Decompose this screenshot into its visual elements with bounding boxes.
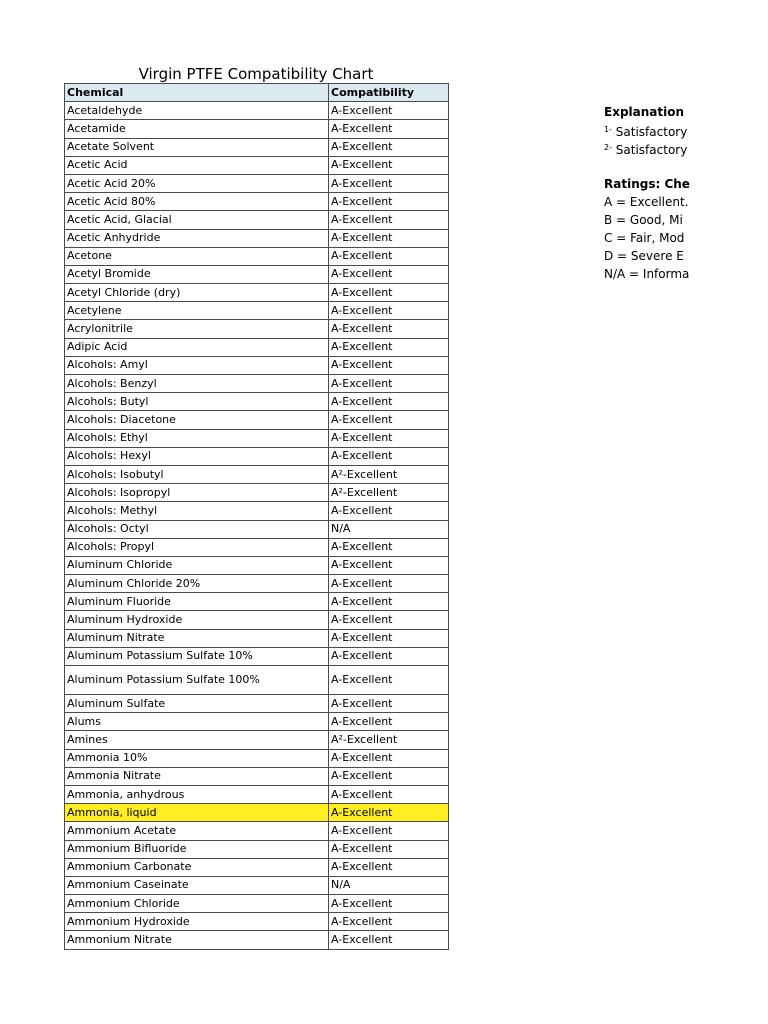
rating-cell: A-Excellent (329, 338, 449, 356)
table-row (65, 193, 449, 211)
table-row (65, 666, 449, 695)
chemical-cell: Alcohols: Amyl (65, 356, 329, 374)
table-row (65, 429, 449, 447)
table-row (65, 302, 449, 320)
rating-cell: A²-Excellent (329, 484, 449, 502)
table-row (65, 913, 449, 931)
table-row (65, 138, 449, 156)
chemical-cell: Ammonium Bifluoride (65, 840, 329, 858)
table-row (65, 538, 449, 556)
table-row (65, 804, 449, 822)
rating-cell: A-Excellent (329, 193, 449, 211)
chemical-cell: Alcohols: Isopropyl (65, 484, 329, 502)
table-row (65, 247, 449, 265)
table-row (65, 375, 449, 393)
compatibility-table (64, 83, 449, 950)
chemical-cell: Acetone (65, 247, 329, 265)
table-row (65, 484, 449, 502)
table-row (65, 593, 449, 611)
chemical-cell: Ammonia 10% (65, 749, 329, 767)
table-row (65, 840, 449, 858)
rating-cell: A-Excellent (329, 156, 449, 174)
chemical-cell: Acetic Acid 20% (65, 174, 329, 192)
chemical-cell: Alcohols: Isobutyl (65, 465, 329, 483)
chemical-cell: Acetaldehyde (65, 102, 329, 120)
rating-cell: A-Excellent (329, 138, 449, 156)
side-panel (604, 103, 768, 283)
rating-cell: A-Excellent (329, 647, 449, 665)
chemical-cell: Acetic Acid (65, 156, 329, 174)
chemical-cell: Alcohols: Octyl (65, 520, 329, 538)
chemical-cell: Alcohols: Benzyl (65, 375, 329, 393)
rating-cell: A-Excellent (329, 749, 449, 767)
table-row (65, 320, 449, 338)
chemical-cell: Ammonium Acetate (65, 822, 329, 840)
rating-cell: A-Excellent (329, 695, 449, 713)
table-row (65, 695, 449, 713)
header-compatibility: Compatibility (329, 84, 449, 102)
chemical-cell: Adipic Acid (65, 338, 329, 356)
rating-cell: A²-Excellent (329, 731, 449, 749)
chemical-cell: Acetyl Chloride (dry) (65, 284, 329, 302)
spacer (604, 157, 768, 175)
rating-cell: A-Excellent (329, 229, 449, 247)
rating-cell: A-Excellent (329, 265, 449, 283)
table-row (65, 858, 449, 876)
rating-na: N/A = Informa (604, 267, 690, 281)
rating-cell: A-Excellent (329, 502, 449, 520)
rating-cell: A-Excellent (329, 931, 449, 949)
rating-cell: A-Excellent (329, 174, 449, 192)
rating-cell: A-Excellent (329, 247, 449, 265)
chemical-cell: Ammonia, anhydrous (65, 785, 329, 803)
chemical-cell: Alcohols: Hexyl (65, 447, 329, 465)
table-row (65, 931, 449, 949)
rating-cell: A-Excellent (329, 284, 449, 302)
table-row (65, 629, 449, 647)
rating-cell: A-Excellent (329, 320, 449, 338)
chemical-cell: Alcohols: Diacetone (65, 411, 329, 429)
chemical-cell: Ammonium Nitrate (65, 931, 329, 949)
table-row (65, 120, 449, 138)
table-row (65, 876, 449, 894)
chemical-cell: Aluminum Chloride 20% (65, 575, 329, 593)
ratings-heading: Ratings: Che (604, 177, 690, 191)
chemical-cell: Acetamide (65, 120, 329, 138)
rating-cell: A-Excellent (329, 840, 449, 858)
rating-a: A = Excellent. (604, 195, 689, 209)
table-row (65, 156, 449, 174)
rating-cell: A-Excellent (329, 858, 449, 876)
chemical-cell: Acetic Acid 80% (65, 193, 329, 211)
table-row (65, 767, 449, 785)
rating-cell: A-Excellent (329, 593, 449, 611)
chemical-cell: Aluminum Sulfate (65, 695, 329, 713)
table-row (65, 411, 449, 429)
note-line-2 (604, 139, 768, 157)
rating-cell: A-Excellent (329, 429, 449, 447)
chemical-cell: Acetic Anhydride (65, 229, 329, 247)
rating-cell: A-Excellent (329, 302, 449, 320)
rating-cell: A-Excellent (329, 713, 449, 731)
chemical-cell: Acetic Acid, Glacial (65, 211, 329, 229)
rating-cell: A-Excellent (329, 785, 449, 803)
explanation-heading: Explanation (604, 105, 685, 119)
note-text: Satisfactory (611, 143, 688, 157)
table-row (65, 211, 449, 229)
chemical-cell: Alcohols: Butyl (65, 393, 329, 411)
table-row (65, 785, 449, 803)
table-row (65, 465, 449, 483)
rating-cell: A²-Excellent (329, 465, 449, 483)
table-row (65, 713, 449, 731)
rating-cell: A-Excellent (329, 895, 449, 913)
table-row (65, 102, 449, 120)
chart-title: Virgin PTFE Compatibility Chart (138, 65, 374, 83)
rating-cell: A-Excellent (329, 411, 449, 429)
chemical-cell: Acetyl Bromide (65, 265, 329, 283)
rating-cell: A-Excellent (329, 767, 449, 785)
note-line-1 (604, 121, 768, 139)
chemical-cell: Acrylonitrile (65, 320, 329, 338)
table-row (65, 647, 449, 665)
chemical-cell: Ammonium Carbonate (65, 858, 329, 876)
table-row (65, 447, 449, 465)
chemical-cell: Acetate Solvent (65, 138, 329, 156)
rating-c: C = Fair, Mod (604, 231, 685, 245)
table-row (65, 393, 449, 411)
rating-cell: A-Excellent (329, 822, 449, 840)
table-row (65, 265, 449, 283)
rating-cell: A-Excellent (329, 120, 449, 138)
rating-cell: A-Excellent (329, 913, 449, 931)
rating-cell: A-Excellent (329, 575, 449, 593)
rating-cell: A-Excellent (329, 666, 449, 695)
rating-d: D = Severe E (604, 249, 684, 263)
table-row (65, 502, 449, 520)
table-body (65, 102, 449, 949)
rating-cell: N/A (329, 876, 449, 894)
chemical-cell: Aluminum Chloride (65, 556, 329, 574)
table-row (65, 174, 449, 192)
table-row (65, 611, 449, 629)
chemical-cell: Alums (65, 713, 329, 731)
rating-cell: A-Excellent (329, 556, 449, 574)
chemical-cell: Ammonia, liquid (65, 804, 329, 822)
chemical-cell: Ammonia Nitrate (65, 767, 329, 785)
chemical-cell: Alcohols: Methyl (65, 502, 329, 520)
note-mark: 1- (604, 125, 612, 134)
table-row (65, 520, 449, 538)
table-row (65, 229, 449, 247)
rating-cell: A-Excellent (329, 804, 449, 822)
chemical-cell: Alcohols: Propyl (65, 538, 329, 556)
table-row (65, 356, 449, 374)
table-row (65, 338, 449, 356)
rating-cell: A-Excellent (329, 611, 449, 629)
rating-cell: A-Excellent (329, 538, 449, 556)
chemical-cell: Aluminum Nitrate (65, 629, 329, 647)
rating-cell: A-Excellent (329, 629, 449, 647)
chemical-cell: Ammonium Caseinate (65, 876, 329, 894)
rating-cell: A-Excellent (329, 356, 449, 374)
rating-cell: A-Excellent (329, 393, 449, 411)
chemical-cell: Aluminum Hydroxide (65, 611, 329, 629)
note-mark: 2- (604, 143, 612, 152)
note-text: Satisfactory (611, 125, 688, 139)
table-row (65, 575, 449, 593)
rating-cell: N/A (329, 520, 449, 538)
chemical-cell: Acetylene (65, 302, 329, 320)
rating-cell: A-Excellent (329, 211, 449, 229)
chemical-cell: Aluminum Potassium Sulfate 100% (65, 666, 329, 695)
table-row (65, 556, 449, 574)
table-row (65, 731, 449, 749)
rating-cell: A-Excellent (329, 375, 449, 393)
chemical-cell: Amines (65, 731, 329, 749)
table-row (65, 895, 449, 913)
chemical-cell: Ammonium Hydroxide (65, 913, 329, 931)
chemical-cell: Aluminum Potassium Sulfate 10% (65, 647, 329, 665)
header-row (65, 84, 449, 102)
chemical-cell: Aluminum Fluoride (65, 593, 329, 611)
table-row (65, 749, 449, 767)
table-row (65, 284, 449, 302)
header-chemical: Chemical (65, 84, 329, 102)
chemical-cell: Alcohols: Ethyl (65, 429, 329, 447)
table-row (65, 822, 449, 840)
chemical-cell: Ammonium Chloride (65, 895, 329, 913)
rating-cell: A-Excellent (329, 102, 449, 120)
rating-cell: A-Excellent (329, 447, 449, 465)
rating-b: B = Good, Mi (604, 213, 683, 227)
